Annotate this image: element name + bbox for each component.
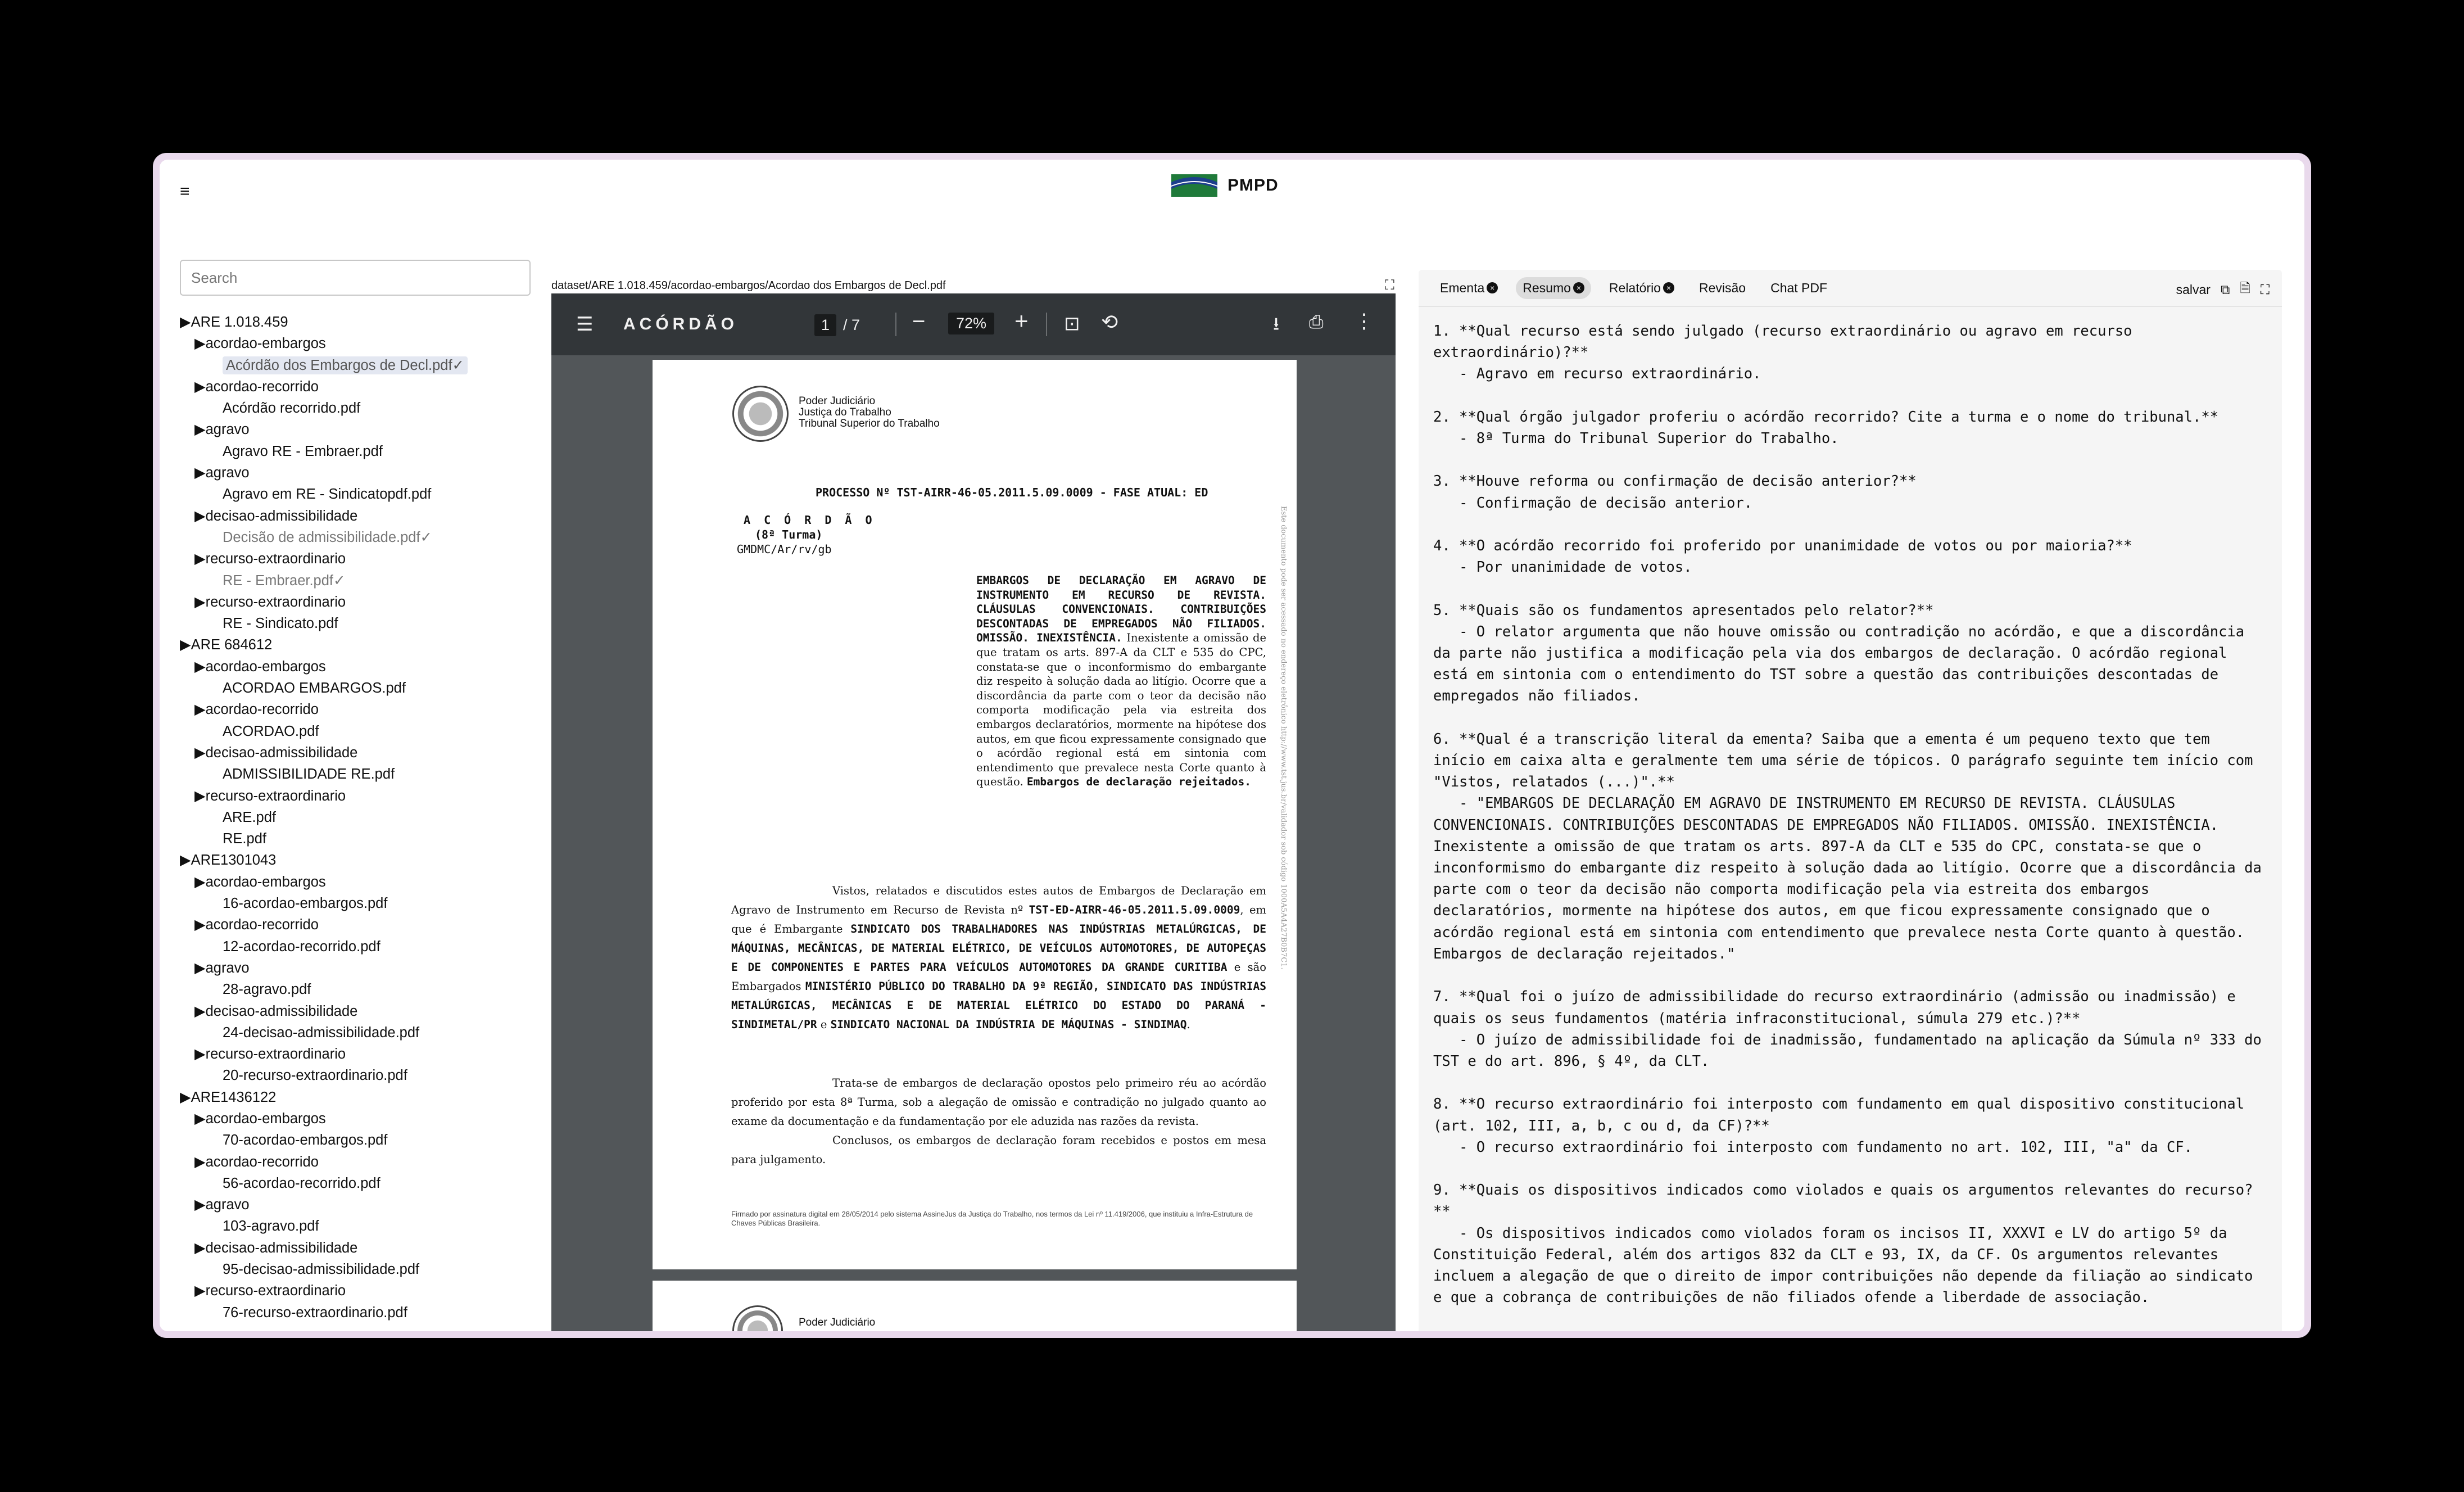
- tree-item-label: RE - Sindicato.pdf: [223, 616, 338, 632]
- tab-label: Ementa: [1440, 280, 1485, 295]
- save-button[interactable]: salvar: [2176, 282, 2211, 297]
- tree-folder[interactable]: [180, 1001, 540, 1022]
- tree-item-label: 103-agravo.pdf: [223, 1218, 319, 1235]
- tab-ementa[interactable]: [1433, 277, 1505, 299]
- tree-folder[interactable]: [180, 957, 540, 979]
- tree-item-label: ▶ARE1301043: [180, 852, 277, 869]
- tree-item-label: 70-acordao-embargos.pdf: [223, 1132, 388, 1149]
- tree-file[interactable]: [180, 527, 540, 548]
- tree-item-label: ▶acordao-embargos: [194, 336, 326, 352]
- tree-file[interactable]: [180, 1302, 540, 1323]
- p1i: .: [1186, 1018, 1190, 1031]
- tree-item-label: ▶recurso-extraordinario: [194, 551, 346, 567]
- print-icon[interactable]: ⎙: [1309, 311, 1324, 332]
- toolbar-divider: [895, 313, 896, 336]
- tree-case[interactable]: [180, 1087, 540, 1108]
- hamburger-menu-icon[interactable]: ≡: [180, 182, 190, 201]
- tab-label: Revisão: [1698, 280, 1746, 295]
- pdf-path-label: dataset/ARE 1.018.459/acordao-embargos/Acordao dos Embargos de Decl.pdf: [551, 279, 946, 292]
- tree-item-label: ▶agravo: [194, 1197, 250, 1213]
- pdf-title: ACÓRDÃO: [623, 315, 738, 333]
- tree-item-label: 28-agravo.pdf: [223, 982, 311, 998]
- p1c: , em que é Embargante: [731, 903, 1267, 935]
- pdf-menu-icon[interactable]: ☰: [576, 314, 594, 335]
- tree-item-label: Acórdão recorrido.pdf: [223, 400, 361, 417]
- zoom-out-icon[interactable]: −: [912, 309, 926, 334]
- doc-org-1: Poder Judiciário: [799, 1317, 876, 1328]
- tree-folder[interactable]: [180, 785, 540, 807]
- close-tab-icon[interactable]: ×: [1663, 282, 1674, 293]
- analysis-panel: [1419, 270, 2282, 1331]
- panel-actions: [2166, 279, 2270, 301]
- tree-folder[interactable]: [180, 699, 540, 720]
- tree-item-label: 95-decisao-admissibilidade.pdf: [223, 1262, 420, 1278]
- p3: Conclusos, os embargos de declaração foram recebidos e postos em mesa para julgamento.: [731, 1134, 1266, 1166]
- doc-org-3: Tribunal Superior do Trabalho: [799, 418, 940, 429]
- doc-acordao-block: [737, 513, 876, 557]
- tree-item-label: Agravo em RE - Sindicatopdf.pdf: [223, 486, 432, 503]
- doc-ementa: [976, 573, 1266, 789]
- analysis-tabs: [1419, 270, 2282, 306]
- coat-of-arms-icon: [732, 386, 789, 442]
- p1a: Vistos, relatados e discutidos estes autos de Embargos de Declaração em Agravo de Instrumento em Recurso de Revista nº: [731, 884, 1266, 916]
- tree-file[interactable]: [180, 570, 540, 591]
- tree-item-label: 76-recurso-extraordinario.pdf: [223, 1304, 407, 1321]
- p1h: SINDICATO NACIONAL DA INDÚSTRIA DE MÁQUINAS - SINDIMAQ: [830, 1018, 1187, 1031]
- tree-item-label: ▶recurso-extraordinario: [194, 788, 346, 804]
- pdf-page-input[interactable]: 1: [814, 314, 836, 336]
- doc-org-2: Justiça do Trabalho: [799, 406, 891, 418]
- tree-item-label: ▶recurso-extraordinario: [194, 594, 346, 610]
- pdf-zoom-input[interactable]: 72%: [948, 313, 994, 334]
- tree-item-label: ▶recurso-extraordinario: [194, 1283, 346, 1299]
- tree-item-label: 20-recurso-extraordinario.pdf: [223, 1068, 407, 1084]
- rotate-icon[interactable]: ⟲: [1101, 310, 1118, 333]
- tree-item-label: RE.pdf: [223, 831, 266, 847]
- pdf-page-total: / 7: [843, 316, 860, 333]
- expand-panel-icon[interactable]: ⛶: [2260, 282, 2270, 297]
- doc-vertical-note: Este documento pode ser acessado no endereço eletrônico http://www.tst.jus.br/validador sob código 1000A5A4A27B0B7C1.: [1279, 506, 1288, 970]
- tree-item-label: Acórdão dos Embargos de Decl.pdf✓: [223, 356, 468, 374]
- tree-item-label: ▶ARE1436122: [180, 1089, 277, 1105]
- tree-file[interactable]: [180, 1129, 540, 1151]
- tree-item-label: ▶agravo: [194, 465, 250, 481]
- tree-item-label: ▶decisao-admissibilidade: [194, 744, 358, 761]
- pdf-page-2: [653, 1281, 1297, 1331]
- tree-file[interactable]: [180, 936, 540, 957]
- toolbar-divider: [1046, 313, 1047, 336]
- tree-file[interactable]: [180, 721, 540, 742]
- logo-flag-icon: [1171, 174, 1217, 197]
- doc-footer: Firmado por assinatura digital em 28/05/2014 pelo sistema AssineJus da Justiça do Trabalho, nos termos da Lei nº 11.419/2006, que instituiu a Infra-Estrutura de Chaves Públicas Brasileira.: [731, 1210, 1253, 1227]
- tree-file[interactable]: [180, 828, 540, 849]
- tree-file[interactable]: [180, 763, 540, 785]
- tree-case[interactable]: [180, 849, 540, 871]
- tree-item-label: RE - Embraer.pdf✓: [223, 572, 346, 589]
- tree-folder[interactable]: [180, 871, 540, 893]
- coat-of-arms-icon: [732, 1305, 783, 1331]
- tree-file[interactable]: [180, 893, 540, 914]
- tree-folder[interactable]: [180, 914, 540, 935]
- tree-item-label: ▶agravo: [194, 960, 250, 976]
- tree-folder[interactable]: [180, 591, 540, 613]
- tree-folder[interactable]: [180, 548, 540, 569]
- tree-file[interactable]: [180, 1173, 540, 1194]
- tree-case[interactable]: [180, 311, 540, 333]
- close-tab-icon[interactable]: ×: [1573, 282, 1584, 293]
- app-surface: [160, 160, 2304, 1331]
- pdf-page-1: [653, 360, 1297, 1269]
- tree-item-label: Agravo RE - Embraer.pdf: [223, 443, 383, 459]
- tree-item-label: 56-acordao-recorrido.pdf: [223, 1175, 381, 1191]
- zoom-in-icon[interactable]: +: [1014, 308, 1029, 334]
- tree-item-label: ▶decisao-admissibilidade: [194, 1240, 358, 1256]
- tree-folder[interactable]: [180, 505, 540, 527]
- tree-folder[interactable]: [180, 1194, 540, 1215]
- download-icon[interactable]: ⭳: [1273, 314, 1280, 334]
- app-logo: [1171, 174, 1279, 197]
- tree-item-label: ADMISSIBILIDADE RE.pdf: [223, 766, 395, 783]
- tree-folder[interactable]: [180, 333, 540, 354]
- tab-label: Relatório: [1609, 280, 1661, 295]
- expand-pdf-icon[interactable]: ⛶: [1385, 278, 1394, 293]
- doc-paragraph-1: [731, 881, 1266, 1034]
- tree-item-label: ▶acordao-recorrido: [194, 1154, 319, 1170]
- tree-item-label: ▶acordao-embargos: [194, 1110, 326, 1127]
- tree-folder[interactable]: [180, 656, 540, 677]
- pdf-toolbar: [551, 293, 1396, 355]
- doc-sigla: GMDMC/Ar/rv/gb: [737, 542, 832, 556]
- tree-folder[interactable]: [180, 376, 540, 397]
- tree-item-label: 24-decisao-admissibilidade.pdf: [223, 1024, 420, 1041]
- panel-divider: [1419, 306, 2282, 307]
- tree-file[interactable]: [180, 613, 540, 634]
- app-window: [153, 153, 2311, 1338]
- tree-item-label: 12-acordao-recorrido.pdf: [223, 938, 381, 955]
- tree-item-label: ▶acordao-recorrido: [194, 702, 319, 718]
- tree-item-label: ▶acordao-recorrido: [194, 917, 319, 933]
- tree-folder[interactable]: [180, 742, 540, 763]
- tree-item-label: 16-acordao-embargos.pdf: [223, 896, 388, 912]
- tree-file[interactable]: [180, 355, 540, 376]
- tree-folder[interactable]: [180, 462, 540, 483]
- doc-header: [799, 396, 940, 429]
- tree-item-label: ACORDAO EMBARGOS.pdf: [223, 680, 406, 697]
- doc-paragraph-2: [731, 1074, 1266, 1169]
- document-icon[interactable]: 🗎: [2240, 281, 2250, 295]
- tree-item-label: ACORDAO.pdf: [223, 723, 319, 739]
- tab-revis-o[interactable]: [1692, 277, 1752, 299]
- tree-case[interactable]: [180, 634, 540, 655]
- tree-item-label: ▶ARE 684612: [180, 637, 273, 653]
- tree-item-label: ▶acordao-embargos: [194, 658, 326, 675]
- p2: Trata-se de embargos de declaração opostos pelo primeiro réu ao acórdão proferido por esta 8ª Turma, sob a alegação de omissão e contradição no julgado quanto ao exame da documentação e da fundamentação por ele aduzida nas razões da revista.: [731, 1077, 1266, 1128]
- ementa-text: Inexistente a omissão de que tratam os arts. 897-A da CLT e 535 do CPC, constata-se que o inconformismo do embargante diz respeito à solução dada ao litígio. Ocorre que a discordância da parte com o teor da decisão não comporta modificação pela via estreita dos embargos declaratórios, mormente na hipótese dos autos, em que ficou expressamente consignado que o acórdão regional está em sintonia com entendimento que prevalece nesta Corte quanto à questão.: [976, 631, 1266, 789]
- ementa-bold: EMBARGOS DE DECLARAÇÃO EM AGRAVO DE INSTRUMENTO EM RECURSO DE REVISTA. CLÁUSULAS CONVENCIONAIS. CONTRIBUIÇÕES DESCONTADAS DE EMPREGADOS NÃO FILIADOS. OMISSÃO. INEXISTÊNCIA.: [976, 574, 1266, 645]
- tree-folder[interactable]: [180, 1043, 540, 1065]
- tab-label: Resumo: [1523, 280, 1571, 295]
- tree-file[interactable]: [180, 1022, 540, 1043]
- close-tab-icon[interactable]: ×: [1487, 282, 1498, 293]
- copy-icon[interactable]: ⧉: [2220, 282, 2230, 297]
- tree-folder[interactable]: [180, 1237, 540, 1259]
- tab-label: Chat PDF: [1770, 280, 1828, 295]
- tree-folder[interactable]: [180, 1108, 540, 1129]
- more-options-icon[interactable]: ⋮: [1354, 309, 1374, 332]
- tree-file[interactable]: [180, 1065, 540, 1086]
- p1g: e: [817, 1018, 831, 1031]
- ementa-end: Embargos de declaração rejeitados.: [1026, 775, 1252, 789]
- tree-item-label: ▶decisao-admissibilidade: [194, 1003, 358, 1019]
- tree-item-label: ▶agravo: [194, 422, 250, 438]
- tree-file[interactable]: [180, 397, 540, 419]
- tree-file[interactable]: [180, 1215, 540, 1237]
- p1f: MINISTÉRIO PÚBLICO DO TRABALHO DA 9ª REGIÃO, SINDICATO DAS INDÚSTRIAS METALÚRGICAS, MECÂNICAS E DE MATERIAL ELÉTRICO DO ESTADO DO PARANÁ - SINDIMETAL/PR: [731, 980, 1266, 1031]
- pdf-viewer[interactable]: [551, 293, 1396, 1331]
- p1d: SINDICATO DOS TRABALHADORES NAS INDÚSTRIAS METALÚRGICAS, DE MÁQUINAS, MECÂNICAS, DE MATERIAL ELÉTRICO, DE VEÍCULOS AUTOMOTORES, DE AUTOPEÇAS E DE COMPONENTES E PARTES PARA VEÍCULOS AUTOMOTORES DA GRANDE CURITIBA: [731, 923, 1266, 974]
- tree-item-label: ARE.pdf: [223, 809, 276, 825]
- tree-item-label: ▶acordao-recorrido: [194, 378, 319, 395]
- tab-resumo[interactable]: [1516, 277, 1591, 299]
- tree-folder[interactable]: [180, 419, 540, 440]
- doc-org-1: Poder Judiciário: [799, 395, 876, 407]
- tree-file[interactable]: [180, 1259, 540, 1280]
- tree-file[interactable]: [180, 807, 540, 828]
- tree-item-label: Decisão de admissibilidade.pdf✓: [223, 529, 432, 545]
- tree-file[interactable]: [180, 483, 540, 505]
- tree-folder[interactable]: [180, 1280, 540, 1301]
- tree-item-label: ▶recurso-extraordinario: [194, 1046, 346, 1063]
- tree-folder[interactable]: [180, 1151, 540, 1173]
- tree-file[interactable]: [180, 979, 540, 1000]
- doc-acordao-heading: A C Ó R D Ã O: [744, 513, 876, 527]
- tab-chat-pdf[interactable]: [1764, 277, 1834, 299]
- fit-page-icon[interactable]: ⊡: [1064, 313, 1080, 334]
- tree-file[interactable]: [180, 677, 540, 699]
- file-tree: [180, 311, 540, 1331]
- tree-file[interactable]: [180, 441, 540, 462]
- doc-processo: PROCESSO Nº TST-AIRR-46-05.2011.5.09.0009 - FASE ATUAL: ED: [816, 486, 1208, 499]
- tree-item-label: ▶ARE 1.018.459: [180, 314, 288, 330]
- tree-item-label: ▶acordao-embargos: [194, 874, 326, 890]
- doc-turma: (8ª Turma): [755, 528, 823, 541]
- p1e: e são Embargados: [731, 961, 1266, 993]
- p1b: TST-ED-AIRR-46-05.2011.5.09.0009: [1029, 903, 1240, 916]
- app-title: PMPD: [1228, 176, 1279, 195]
- tab-relat-rio[interactable]: [1602, 277, 1681, 299]
- search-input[interactable]: [180, 260, 531, 296]
- pdf-page-control: [814, 313, 860, 337]
- tree-item-label: ▶decisao-admissibilidade: [194, 508, 358, 524]
- summary-content: 1. **Qual recurso está sendo julgado (recurso extraordinário ou agravo em recurso extraordinário)?** - Agravo em recurso extraordinário. 2. **Qual órgão julgador proferiu o acórdão recorrido? Cite a turma e o nome do tribunal.** - 8ª Turma do Tribunal Superior do Trabalho. 3. **Houve reforma ou confirmação de decisão anterior?** - Confirmação de decisão anterior. 4. **O acórdão recorrido foi proferido por unanimidade de votos ou por maioria?** - Por unanimidade de votos. 5. **Quais são os fundamentos apresentados pelo relator?** - O relator argumenta que não houve omissão ou contradição no acórdão, e que a discordância da parte não justifica a modificação pela via dos embargos de declaração. O acórdão regional está em sintonia com o entendimento do TST sobre a questão das contribuições descontadas de empregados não filiados. 6. **Qual é a transcrição literal da ementa? Saiba que a ementa é um pequeno texto que tem início em caixa alta e geralmente tem uma série de tópicos. O parágrafo seguinte tem início com "Vistos, relatados (...)".** - "EMBARGOS DE DECLARAÇÃO EM AGRAVO DE INSTRUMENTO EM RECURSO DE REVISTA. CLÁUSULAS CONVENCIONAIS. CONTRIBUIÇÕES DESCONTADAS DE EMPREGADOS NÃO FILIADOS. OMISSÃO. INEXISTÊNCIA. Inexistente a omissão de que tratam os arts. 897-A da CLT e 535 do CPC, constata-se que o inconformismo do embargante diz respeito à solução dada ao litígio. Ocorre que a discordância da parte com o teor da decisão não comporta modificação pela via estreita dos embargos declaratórios, mormente na hipótese dos autos, em que ficou expressamente consignado que o acórdão regional está em sintonia com entendimento que prevalece nesta Corte quanto à questão. Embargos de declaração rejeitados." 7. **Qual foi o juízo de admissibilidade do recurso extraordinário (admissão ou inadmissão) e quais os seus fundamentos (matéria infraconstitucional, súmula 279 etc.)?** - O juízo de admissibilidade foi de inadmissão, fundamentado na aplicação da Súmula nº 333 do TST e do art. 896, § 4º, da CLT. 8. **O recurso extraordinário foi interposto com fundamento em qual dispositivo constitucional (art. 102, III, a, b, c ou d, da CF)?** - O recurso extraordinário foi interposto com fundamento no art. 102, III, "a" da CF. 9. **Quais os dispositivos indicados como violados e quais os argumentos relevantes do recurso? ** - Os dispositivos indicados como violados foram os incisos II, XXXVI e LV do artigo 5º da Constituição Federal, além dos artigos 832 da CLT e 93, IX, da CF. Os argumentos relevantes incluem a alegação de que o direito de impor contribuições não depende da filiação ao sindicato e que a cobrança de contribuições de não filiados ofende a liberdade de associação.: [1433, 323, 2262, 1306]
